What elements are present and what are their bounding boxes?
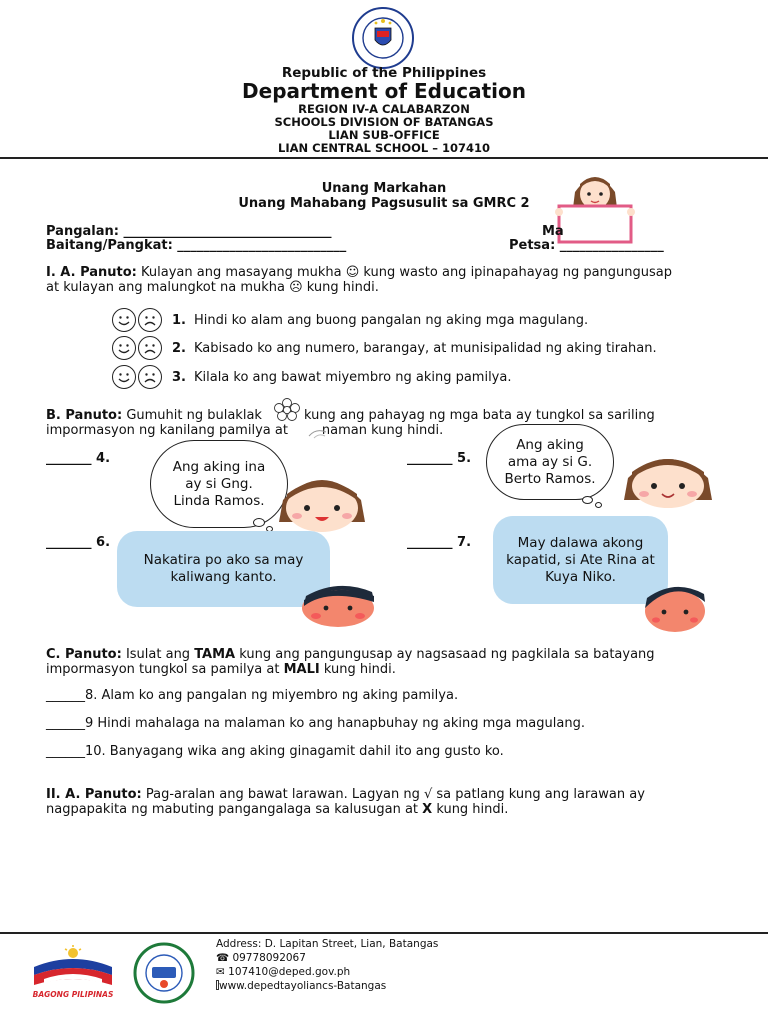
happy-face-icon[interactable] [112, 365, 136, 389]
part-b-text-2a: impormasyon ng kanilang pamilya at [46, 423, 288, 438]
department-title: Department of Education [242, 79, 526, 103]
part-c-instruction [46, 647, 746, 677]
part-c-tama: TAMA [194, 647, 236, 662]
ia-item-number: 2. [172, 340, 186, 356]
ia-item-row [112, 335, 657, 361]
school-line: LIAN CENTRAL SCHOOL – 107410 [278, 141, 490, 155]
boy-face-image-6 [298, 584, 378, 628]
part-c-text-2b: kung hindi. [319, 662, 396, 677]
deped-seal [347, 6, 419, 70]
part-b-label: B. Panuto: [46, 408, 123, 423]
sad-face-icon[interactable] [138, 308, 162, 332]
part-iia-text-2a: nagpapakita ng mabuting pangangalaga sa kalusugan at [46, 802, 423, 817]
region-line: REGION IV-A CALABARZON [298, 102, 470, 116]
republic-line: Republic of the Philippines [281, 65, 487, 81]
sad-face-icon[interactable] [138, 365, 162, 389]
date-field[interactable]: Petsa: ________________ [509, 238, 664, 253]
flower-icon [270, 397, 304, 423]
bubble-6-text: Nakatira po ako sa may kaliwang kanto. [143, 552, 304, 585]
girl-holding-sign-image [553, 168, 637, 246]
footer-web[interactable]: www.depedtayoliancs-Batangas [219, 980, 387, 992]
quarter-title: Unang Markahan [321, 181, 447, 196]
part-iia-x: X [422, 802, 433, 817]
bubble-5-tail-small [595, 502, 602, 508]
footer-web-row [216, 980, 386, 992]
item-10[interactable]: ______10. Banyagang wika ang aking ginagamit dahil ito ang gusto ko. [46, 744, 504, 759]
part-ia-label: I. A. Panuto: [46, 265, 137, 280]
thought-bubble-5 [486, 424, 614, 500]
ia-item-text: Kabisado ko ang numero, barangay, at munisipalidad ng aking tirahan. [193, 340, 657, 356]
part-iia-label: II. A. Panuto: [46, 787, 142, 802]
happy-face-icon[interactable] [112, 308, 136, 332]
footer-email-row [216, 966, 350, 978]
item-8[interactable]: ______8. Alam ko ang pangalan ng miyembro ng aking pamilya. [46, 688, 459, 703]
ia-item-text: Kilala ko ang bawat miyembro ng aking pamilya. [193, 369, 512, 385]
part-c-label: C. Panuto: [46, 647, 122, 662]
sad-face-icon[interactable] [138, 336, 162, 360]
bagong-pilipinas-text: BAGONG PILIPINAS [32, 990, 114, 999]
part-iia-text-2b: kung hindi. [432, 802, 509, 817]
ia-item-row [112, 307, 588, 333]
part-iia-instruction [46, 787, 746, 817]
part-c-text-2a: impormasyon tungkol sa pamilya at [46, 662, 284, 677]
part-iia-text-1: Pag-aralan ang bawat larawan. Lagyan ng √ sa patlang kung ang larawan ay [141, 787, 645, 802]
girl-face-image-4 [275, 470, 369, 536]
footer-phone-row [216, 952, 306, 964]
score-field[interactable]: Ma [542, 224, 564, 239]
footer-divider [0, 932, 768, 934]
ia-item-text: Hindi ko alam ang buong pangalan ng aking mga magulang. [193, 312, 589, 328]
leaf-sketch-icon [306, 426, 330, 440]
suboffice-line: LIAN SUB-OFFICE [328, 128, 440, 142]
footer-address: Address: D. Lapitan Street, Lian, Batangas [216, 938, 439, 950]
part-b-text-1a: Gumuhit ng bulaklak [122, 408, 262, 423]
part-b-text-2b: naman kung hindi. [321, 423, 444, 438]
happy-face-icon[interactable] [112, 336, 136, 360]
part-ia-instruction [46, 265, 736, 295]
part-c-text-1a: Isulat ang [121, 647, 195, 662]
footer-phone: 09778092067 [232, 952, 306, 964]
bubble-7-text: May dalawa akong kapatid, si Ate Rina at Kuya Niko. [506, 534, 655, 585]
part-ia-text-1: Kulayan ang masayang mukha ☺ kung wasto ang ipinapahayag ng pangungusap [136, 265, 673, 280]
envelope-icon: ✉ [216, 966, 225, 978]
bubble-4-text: Ang aking ina ay si Gng. Linda Ramos. [172, 458, 266, 509]
part-b-instruction [46, 408, 746, 438]
blank-7[interactable]: _______ 7. [407, 535, 472, 550]
bubble-5-tail-large [582, 496, 593, 504]
footer-email[interactable]: 107410@deped.gov.ph [228, 966, 351, 978]
bubble-5-text: Ang aking ama ay si G. Berto Ramos. [504, 436, 596, 487]
bubble-4-tail-large [253, 518, 265, 527]
part-c-mali: MALI [283, 662, 320, 677]
boy-face-image-7 [642, 584, 708, 634]
ia-item-number: 1. [172, 312, 186, 328]
grade-section-field[interactable]: Baitang/Pangkat: __________________________ [46, 238, 347, 253]
part-b-text-1b: kung ang pahayag ng mga bata ay tungkol sa sariling [303, 408, 655, 423]
blank-5[interactable]: _______ 5. [407, 451, 472, 466]
thought-bubble-4 [150, 440, 288, 528]
blank-4[interactable]: _______ 4. [46, 451, 111, 466]
division-line: SCHOOLS DIVISION OF BATANGAS [274, 115, 494, 129]
header-divider [0, 157, 768, 159]
part-c-text-1b: kung ang pangungusap ay nagsasaad ng pagkilala sa batayang [235, 647, 655, 662]
bagong-pilipinas-logo [30, 945, 116, 1001]
blank-6[interactable]: _______ 6. [46, 535, 111, 550]
ia-item-number: 3. [172, 369, 186, 385]
part-ia-text-2: at kulayan ang malungkot na mukha ☹ kung hindi. [46, 280, 379, 295]
ia-item-row [112, 364, 511, 390]
school-seal [130, 942, 198, 1004]
item-9[interactable]: ______9 Hindi mahalaga na malaman ko ang hanapbuhay ng aking mga magulang. [46, 716, 585, 731]
girl-face-image-5 [622, 450, 714, 512]
exam-title: Unang Mahabang Pagsusulit sa GMRC 2 [238, 196, 530, 211]
name-field[interactable]: Pangalan: ________________________________ [46, 224, 332, 239]
phone-icon: ☎ [216, 952, 230, 964]
